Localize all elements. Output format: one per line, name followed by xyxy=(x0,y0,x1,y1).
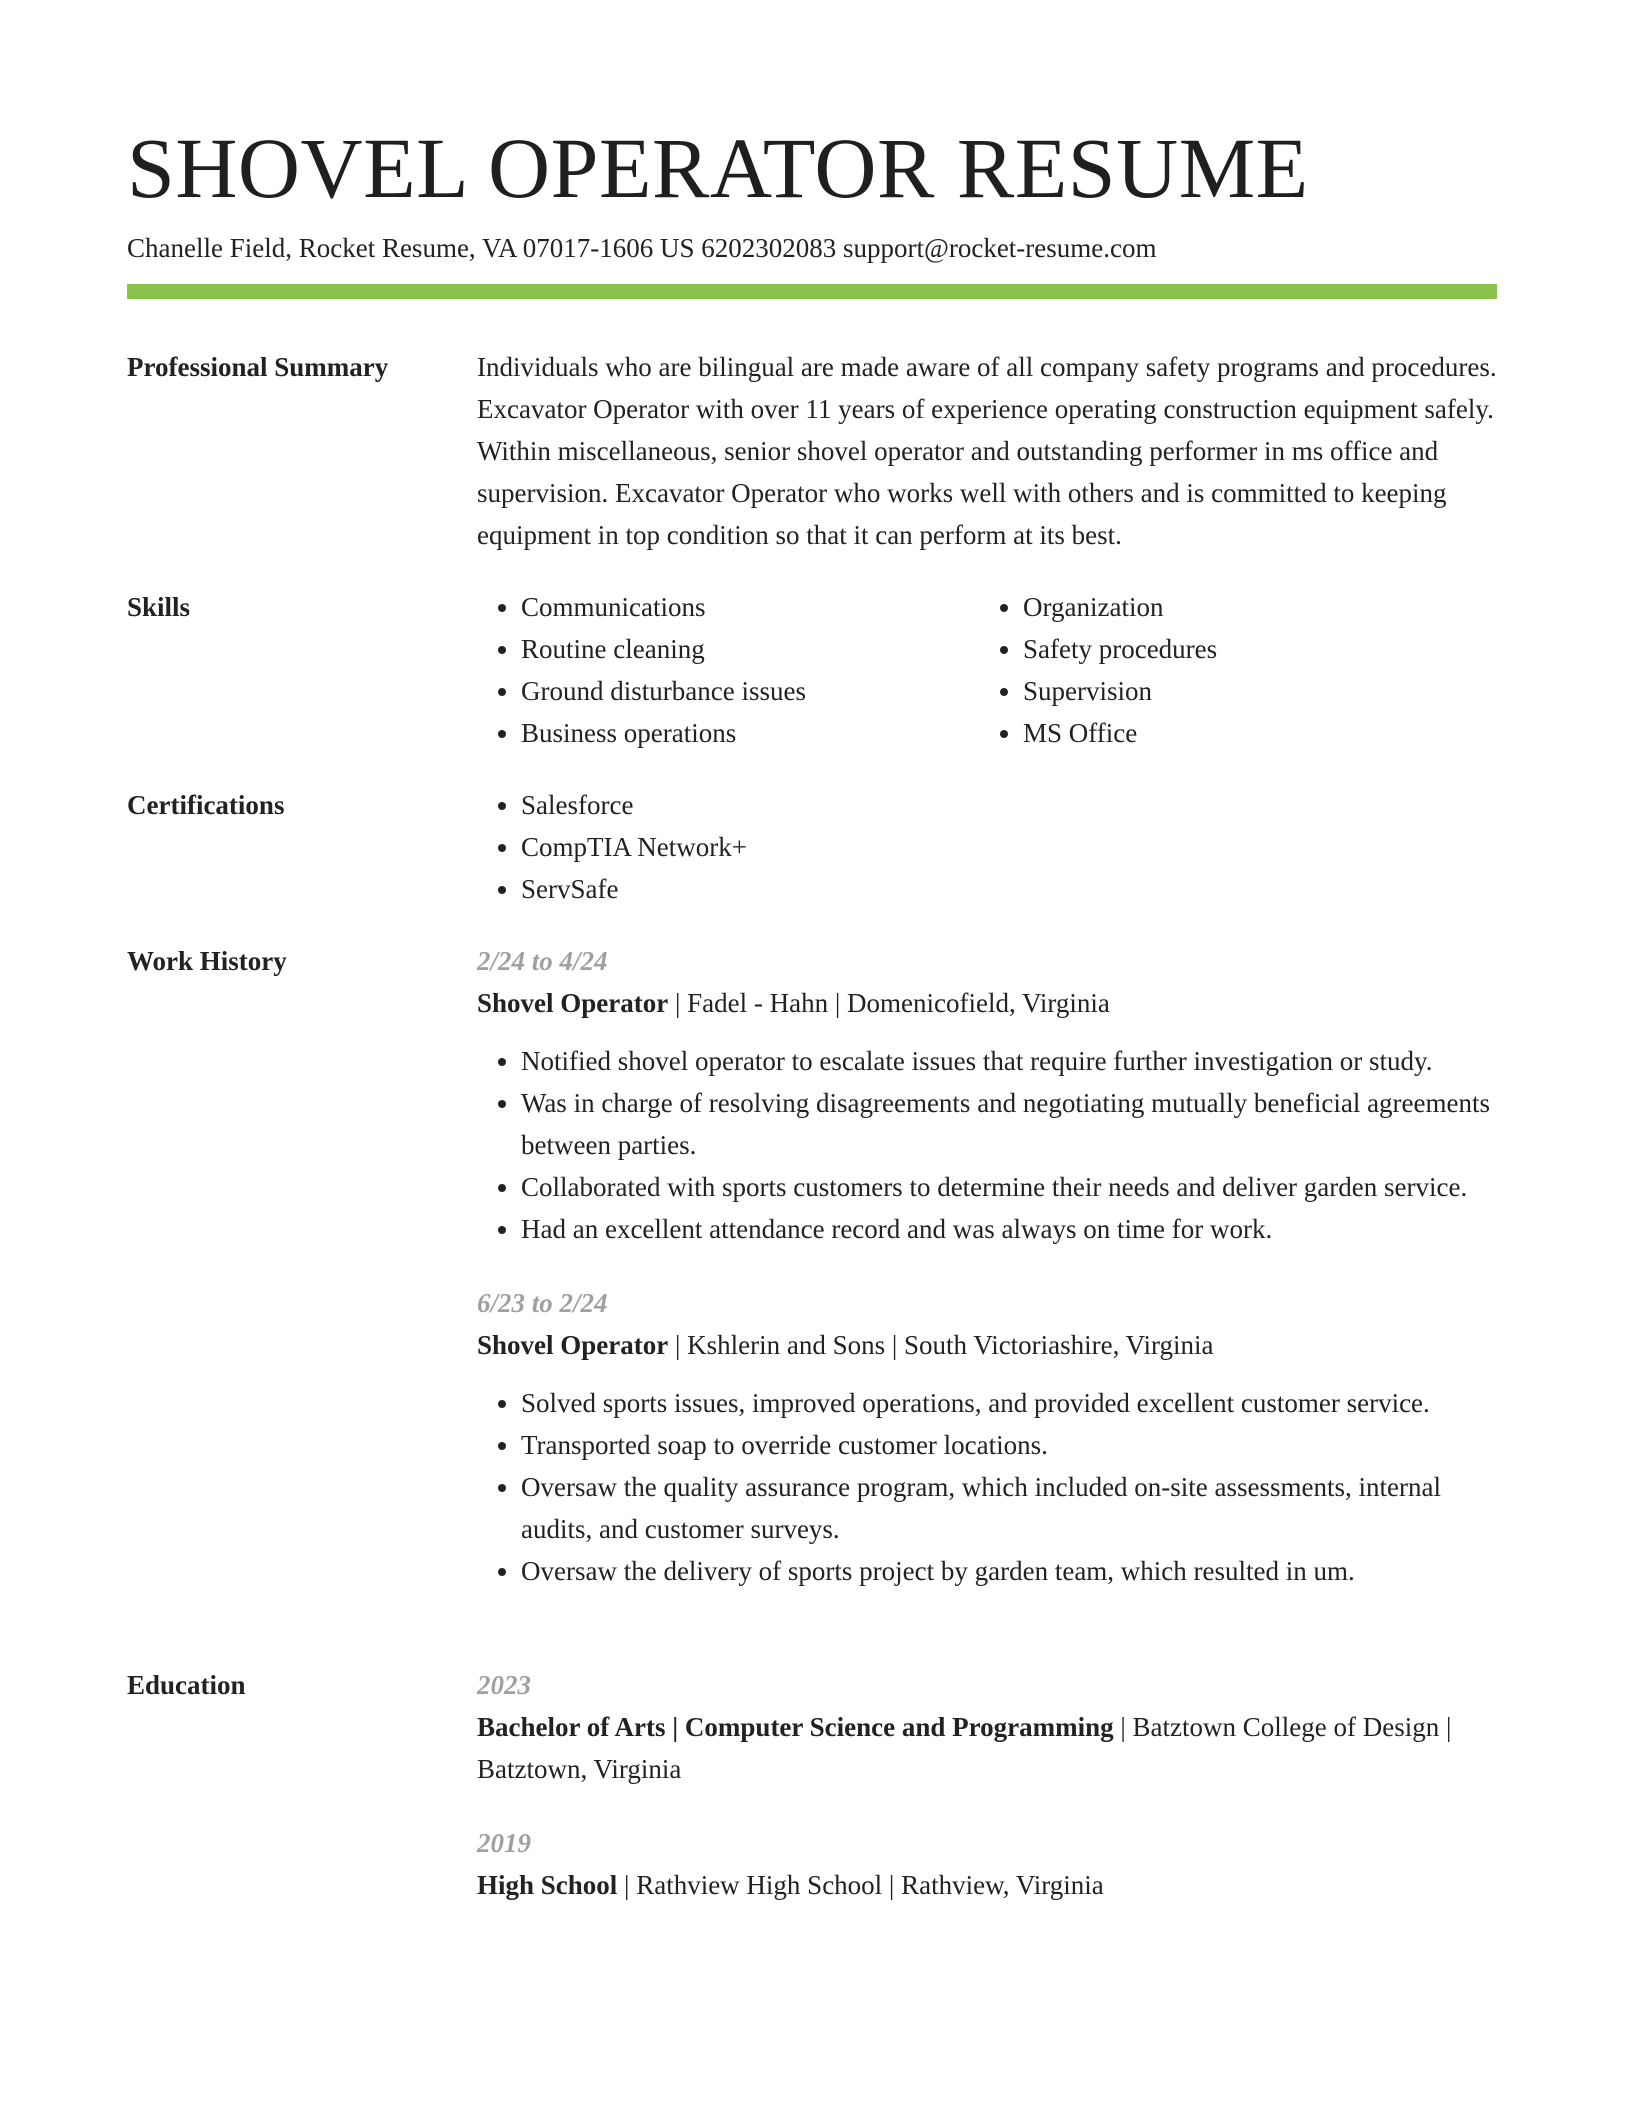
certification-item: • Salesforce xyxy=(521,784,1497,826)
skill-item: • Communications xyxy=(521,586,979,628)
page-title: SHOVEL OPERATOR RESUME xyxy=(127,120,1309,216)
job-title: Shovel Operator xyxy=(477,988,669,1018)
education-degree: Bachelor of Arts | Computer Science and Programming xyxy=(477,1712,1114,1742)
job-heading xyxy=(477,1324,1497,1366)
job-bullet: • Transported soap to override customer locations. xyxy=(521,1424,1497,1466)
skill-item: • Ground disturbance issues xyxy=(521,670,979,712)
skills-body xyxy=(477,586,1497,754)
education-heading xyxy=(477,1706,1497,1790)
education-entry xyxy=(477,1822,1497,1906)
education-entry xyxy=(477,1664,1497,1790)
job-bullet: • Had an excellent attendance record and was always on time for work. xyxy=(521,1208,1497,1250)
job-date: 6/23 to 2/24 xyxy=(477,1288,608,1318)
job-bullet: • Was in charge of resolving disagreements and negotiating mutually beneficial agreements between parties. xyxy=(521,1082,1497,1166)
job-bullet: • Oversaw the quality assurance program, which included on-site assessments, internal audits, and customer surveys. xyxy=(521,1466,1497,1550)
contact-line: Chanelle Field, Rocket Resume, VA 07017-1606 US 6202302083 support@rocket-resume.com xyxy=(127,233,1157,263)
skill-item: • MS Office xyxy=(1023,712,1481,754)
job-heading xyxy=(477,982,1497,1024)
skill-item: • Supervision xyxy=(1023,670,1481,712)
education-date: 2023 xyxy=(477,1670,531,1700)
skill-item: • Business operations xyxy=(521,712,979,754)
job-bullet: • Notified shovel operator to escalate issues that require further investigation or study. xyxy=(521,1040,1497,1082)
job-employer-location: | Kshlerin and Sons | South Victoriashire, Virginia xyxy=(668,1330,1214,1360)
job-title: Shovel Operator xyxy=(477,1330,669,1360)
education-heading xyxy=(477,1864,1497,1906)
education-date: 2019 xyxy=(477,1828,531,1858)
certifications-body xyxy=(477,784,1497,910)
job-date: 2/24 to 4/24 xyxy=(477,946,608,976)
section-label-skills: Skills xyxy=(127,592,191,622)
skill-item: • Routine cleaning xyxy=(521,628,979,670)
section-label-education: Education xyxy=(127,1670,246,1700)
section-label-summary: Professional Summary xyxy=(127,352,389,382)
skills-column-1 xyxy=(477,586,979,754)
job-entry xyxy=(477,940,1497,1250)
education-school-location: | Rathview High School | Rathview, Virginia xyxy=(617,1870,1104,1900)
education-degree: High School xyxy=(477,1870,618,1900)
job-employer-location: | Fadel - Hahn | Domenicofield, Virginia xyxy=(668,988,1110,1018)
education-school-location: | Batztown College of Design | Batztown, Virginia xyxy=(477,1712,1452,1784)
work-history-body xyxy=(477,940,1497,1624)
job-bullet: • Collaborated with sports customers to determine their needs and deliver garden service. xyxy=(521,1166,1497,1208)
job-entry xyxy=(477,1282,1497,1592)
summary-body xyxy=(477,346,1497,556)
skill-item: • Safety procedures xyxy=(1023,628,1481,670)
section-label-work-history: Work History xyxy=(127,946,287,976)
certification-item: • ServSafe xyxy=(521,868,1497,910)
skill-item: • Organization xyxy=(1023,586,1481,628)
skills-column-2 xyxy=(979,586,1481,754)
job-bullet: • Oversaw the delivery of sports project by garden team, which resulted in um. xyxy=(521,1550,1497,1592)
section-label-certifications: Certifications xyxy=(127,790,285,820)
job-bullet: • Solved sports issues, improved operations, and provided excellent customer service. xyxy=(521,1382,1497,1424)
education-body xyxy=(477,1664,1497,1938)
summary-text: Individuals who are bilingual are made aware of all company safety programs and procedures. Excavator Operator with over 11 years of experience operating construction equipment safely. Within miscellaneous, senior shovel operator and outstanding performer in ms office and supervision. Excavator Operator who works well with others and is committed to keeping equipment in top condition so that it can perform at its best. xyxy=(477,352,1497,550)
certification-item: • CompTIA Network+ xyxy=(521,826,1497,868)
header-divider xyxy=(127,284,1497,299)
